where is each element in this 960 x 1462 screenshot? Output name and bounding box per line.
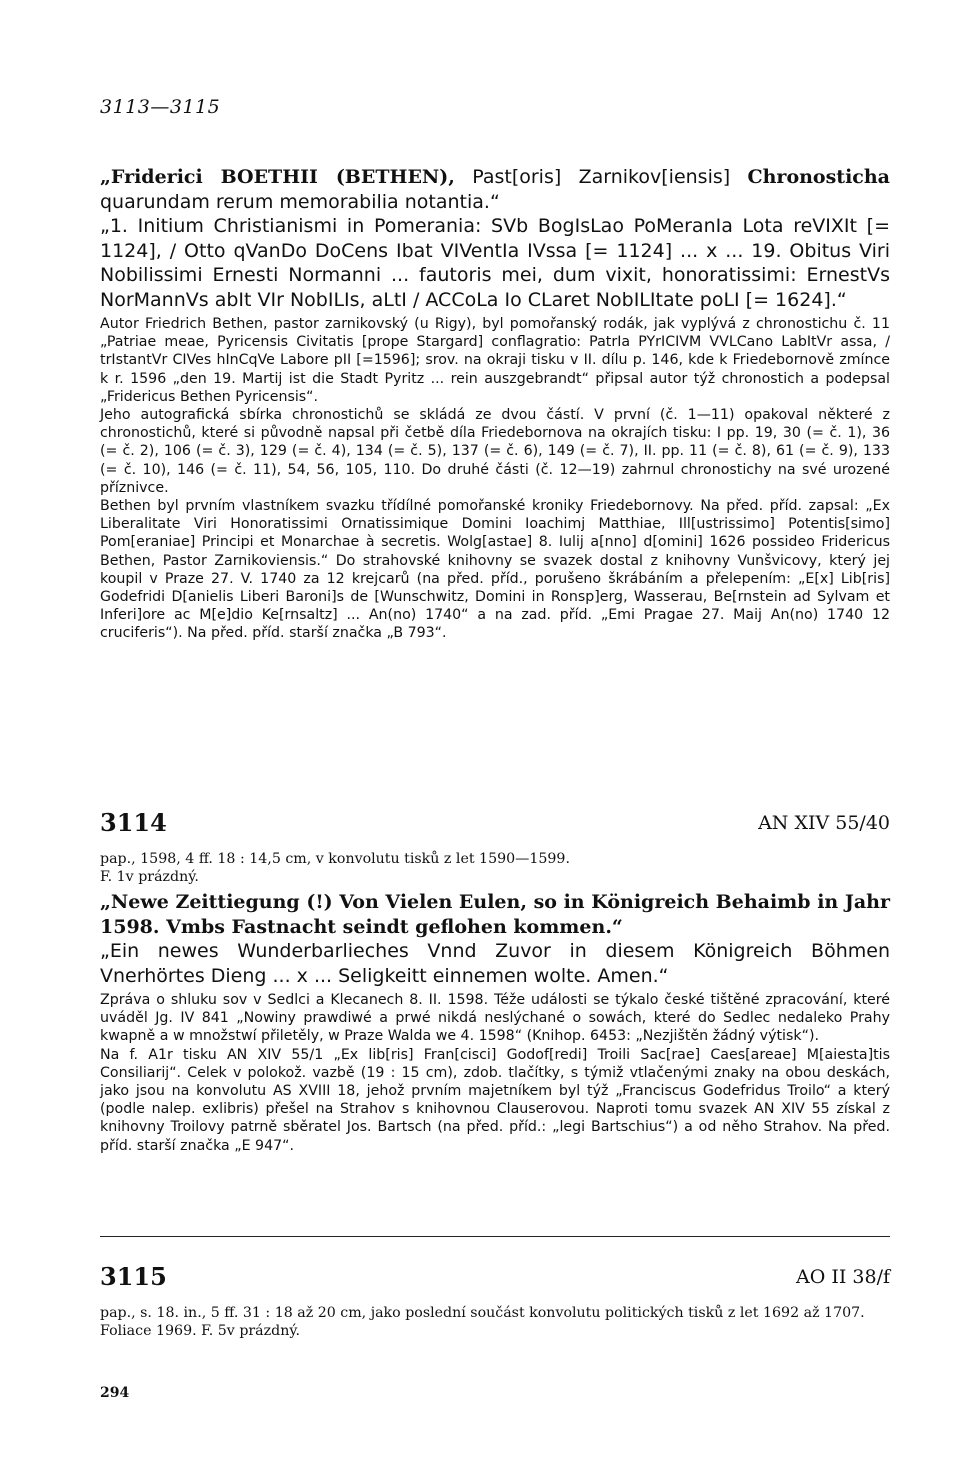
physical-description: pap., s. 18. in., 5 ff. 31 : 18 až 20 cm, jako poslední součást konvolutu politických tisků z let 1692 až 1707. xyxy=(100,1305,865,1321)
foliation: F. 1v prázdný. xyxy=(100,869,199,885)
entry-number: 3115 xyxy=(100,1262,167,1291)
physical-description: pap., 1598, 4 ff. 18 : 14,5 cm, v konvolutu tisků z let 1590—1599. xyxy=(100,851,570,867)
page-number: 294 xyxy=(100,1385,130,1401)
document-page xyxy=(100,0,890,1462)
author-name: „Friderici BOETHII (BETHEN), xyxy=(100,166,455,188)
entry-title: „Newe Zeittiegung (!) Von Vielen Eulen, so in Königreich Behaimb in Jahr 1598. Vmbs Fastnacht seindt geflohen kommen.“ xyxy=(100,891,890,938)
note-paragraph: Na f. A1r tisku AN XIV 55/1 „Ex lib[ris] Fran[cisci] Godof[redi] Troili Sac[rae] Caes[areae] M[aiesta]tis Consiliarij“. Celek v polokož. vazbě (19 : 15 cm), zdob. tlačítky, s týmiž vtlačenými znaky na obou deskách, jako jsou na konvolutu AS XVIII 18, jehož prvním majetníkem byl týž „Franciscus Godefridus Troilo“ a který (podle nalep. exlibris) přešel na Strahov s knihovnou Clauserovou. Naproti tomu svazek AN XIV 55 získal z knihovny Troilovy patrně sběratel Jos. Bartsch (na před. příd.: „legi Bartschius“) a od něho Strahov. Na před. příd. starší značka „E 947“. xyxy=(100,1046,890,1154)
shelf-mark: AN XIV 55/40 xyxy=(758,812,890,834)
running-head: 3113—3115 xyxy=(100,96,221,118)
title-rest: quarundam rerum memorabilia notantia.“ xyxy=(100,190,500,213)
note-paragraph: Bethen byl prvním vlastníkem svazku třídílné pomořanské kroniky Friedebornovy. Na před. příd. zapsal: „Ex Liberalitate Viri Honoratissimi Ornatissimique Domini Ioachimj Matthiae, Ill[ustrissimo] Potentis[simo] Pom[eraniae] Principi et Monarchae à secretis. Wolg[astae] 8. Iulij a[nno] d[omini] 1626 possideo Fridericus Bethen, Pastor Zarnikoviensis.“ Do strahovské knihovny se svazek dostal z knihovny Vunšvicovy, který jej koupil v Praze 27. V. 1740 za 12 krejcarů (na před. příd., porušeno škrábáním a přelepením: „E[x] Lib[ris] Godefridi D[anielis Liberi Baroni]s de [Wunschwitz, Domini in Ronsp]erg, Wasserau, Be[rnstein ad Sylvam et Inferi]ore ac M[e]dio Ke[rnsaltz] ... An(no) 1740“ a na zad. příd. „Emi Pragae 27. Maij An(no) 1740 12 cruciferis“). Na před. příd. starší značka „B 793“. xyxy=(100,498,890,642)
entry-3115 xyxy=(100,1262,890,1340)
entry-header xyxy=(100,1262,890,1292)
title-keyword: Chronosticha xyxy=(747,166,890,188)
shelf-mark: AO II 38/f xyxy=(796,1266,890,1288)
incipit: „1. Initium Christianismi in Pomerania: SVb BogIsLao PoMeranIa Lota reVIXIt [= 1124], / Otto qVanDo DoCens Ibat VIVentIa IVssa [= 1124] ... x ... 19. Obitus Viri Nobilissimi Ernesti Normanni ... fautoris mei, dum vixit, honoratissimi: ErnestVs NorMannVs abIt VIr NobILIs, aLtI / ACCoLa Io CLaret NobILItate poLI [= 1624].“ xyxy=(100,215,890,311)
incipit: „Ein newes Wunderbarlieches Vnnd Zuvor in diesem Königreich Böhmen Vnerhörtes Dieng ... x ... Seligkeitt einnemen wolte. Amen.“ xyxy=(100,940,890,987)
note-paragraph: Jeho autografická sbírka chronostichů se skládá ze dvou částí. V první (č. 1—11) opakoval některé z chronostichů, které si původně napsal při četbě díla Friedebornova na okrajích tisku: I pp. 19, 30 (= č. 1), 36 (= č. 2), 106 (= č. 3), 129 (= č. 4), 134 (= č. 5), 137 (= č. 6), 149 (= č. 7), II. pp. 11 (= č. 8), 61 (= č. 9), 133 (= č. 10), 146 (= č. 11), 54, 56, 105, 110. Do druhé části (č. 12—19) zahrnul chronostichy na své urozené příznivce. xyxy=(100,407,890,496)
foliation: Foliace 1969. F. 5v prázdný. xyxy=(100,1323,300,1339)
entry-3114 xyxy=(100,808,890,1155)
note-paragraph: Autor Friedrich Bethen, pastor zarnikovský (u Rigy), byl pomořanský rodák, jak vyplývá z chronostichu č. 11 „Patriae meae, Pyricensis Civitatis [prope Stargard] conflagratio: PatrIa PYrICIVM VVLCano LabItVr assa, / trIstantVr CIVes hInCqVe Labore pII [=1596]; srov. na okraji tisku v II. dílu p. 146, kde k Friedebornově zmínce k r. 1596 „den 19. Martij ist die Stadt Pyritz ... rein auszgebrandt“ připsal autor týž chronostich a podepsal „Fridericus Bethen Pyricensis“. xyxy=(100,316,890,405)
entry-number: 3114 xyxy=(100,808,167,837)
entry-title xyxy=(100,165,890,214)
note-paragraph: Zpráva o shluku sov v Sedlci a Klecanech 8. II. 1598. Téže události se týkalo české tištěné zpracování, které uváděl Jg. IV 841 „Nowiny prawdiwé a prwé nikdá neslýchané o sowách, které do Sedlec nedaleko Prahy kwapně a w množstwí přiletěly, w Praze Walda we 4. 1598“ (Knihop. 6453: „Nezjištěn žádný výtisk“). xyxy=(100,992,890,1045)
author-office: Past[oris] Zarnikov[iensis] xyxy=(454,166,748,188)
entry-divider xyxy=(100,1236,890,1237)
entry-header xyxy=(100,808,890,838)
entry-3113 xyxy=(100,165,890,643)
